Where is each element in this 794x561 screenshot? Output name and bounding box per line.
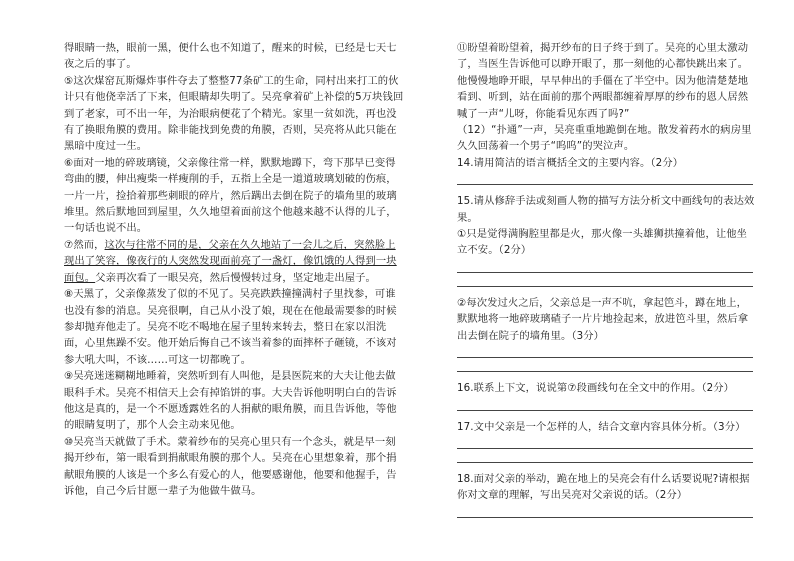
paragraph-4-tail: 得眼睛一热，眼前一黑，便什么也不知道了，醒来的时候，已经是七天七夜之后的事了。: [64, 42, 397, 71]
answer-line-16[interactable]: [457, 397, 753, 411]
paragraph-7-rest: 父亲再次看了一眼吴亮，然后慢慢转过身，坚定地走出屋子。: [95, 271, 376, 284]
paragraph-6: ⑥面对一地的碎玻璃镜，父亲像往常一样，默默地蹲下，弯下那早已变得弯曲的腰，伸出瘦柴一样瘦削的手，五指上全是一道道玻璃划破的伤痕，一片一片，捡拾着那些刺眼的碎片，然后蹒出去倒在院子的墙角里的玻璃堆里。然后默地回到屋里，久久地望着面前这个他越来越不认得的儿子，一句话也说不出。: [64, 156, 397, 235]
paragraph-12: （12）“扑通”一声，吴亮重重地跪倒在地。散发着药水的病房里久久回荡着一个男子“呜呜”的哭泣声。: [457, 124, 752, 153]
answer-line-17a[interactable]: [457, 435, 753, 449]
paragraph-7-lead: ⑦然而，: [64, 238, 105, 251]
question-14: 14.请用简洁的语言概括全文的主要内容。（2分）: [457, 156, 684, 169]
paragraph-8: ⑧天黑了，父亲像蒸发了似的不见了。吴亮跌跌撞撞满村子里找参，可谁也没有参的消息。吴亮很啊，自己从小没了娘，现在在他最需要参的时候参却抛弃他走了。吴亮不吃不喝地在屋子里转来转去，整日在家以泪洗面，心里焦躁不安。他开始后悔自己不该当着参的面摔杯子砸镜，不该对参大吼大叫，不该……可这一切都晚了。: [64, 288, 397, 366]
question-18: 18.面对父亲的举动，跪在地上的吴亮会有什么话要说呢?请根据你对文章的理解，写出吴亮对父亲说的话。（2分）: [457, 472, 750, 502]
right-column: [457, 40, 757, 518]
answer-line-15-1a[interactable]: [457, 259, 753, 273]
answer-line-18[interactable]: [457, 504, 753, 518]
question-15-part-2: ②每次发过火之后，父亲总是一声不吭，拿起笆斗，蹲在地上，默默地将一地碎玻璃碴子一片片地捡起来，放进笆斗里，然后拿出去倒在院子的墙角里。（3分）: [457, 296, 749, 342]
paragraph-5: ⑤这次煤窑瓦斯爆炸事件夺去了整整77条矿工的生命，同村出来打工的伙计只有他侥幸活了下来，但眼睛却失明了。吴亮拿着矿上补偿的5万块钱回到了老家，可不出一年，为治眼病便花了个精光。家里一贫如洗，再也没有了换眼角膜的费用。除非能找到免费的角膜，否则，吴亮将从此只能在黑暗中度过一生。: [64, 74, 404, 153]
answer-line-15-1b[interactable]: [457, 273, 753, 287]
paragraph-9: ⑨吴亮迷迷糊糊地睡着，突然听到有人叫他，是县医院来的大夫让他去做眼科手术。吴亮不相信天上会有掉馅饼的事。大夫告诉他明明白白的告诉他这是真的，是一个不愿透露姓名的人捐献的眼角膜，而且告诉他，等他的眼睛复明了，那个人会主动来见他。: [64, 370, 397, 432]
left-column: [64, 40, 406, 499]
answer-line-15-2b[interactable]: [457, 358, 753, 372]
answer-line-15-2a[interactable]: [457, 344, 753, 358]
question-16: 16.联系上下文，说说第⑦段画线句在全文中的作用。（2分）: [457, 382, 735, 395]
paragraph-7: [64, 237, 406, 286]
paragraph-10: ⑩吴亮当天就做了手术。蒙着纱布的吴亮心里只有一个念头，就是早一刻揭开纱布，第一眼看到捐献眼角膜的那个人。吴亮在心里想象着，那个捐献眼角膜的人该是一个多么有爱心的人，他要感谢他，他要和他握手，告诉他，自己今后甘愿一辈子为他做牛做马。: [64, 435, 397, 497]
question-15: 15.请从修辞手法或刻画人物的描写方法分析文中画线句的表达效果。: [457, 195, 755, 224]
answer-line-14[interactable]: [457, 171, 753, 185]
paragraph-7-underlined-sentence: 这次与往常不同的是，父亲在久久地站了一会儿之后，突然脸上现出了笑容，像夜行的人突然发现面前亮了一盏灯，像饥饿的人得到一块面包。: [64, 238, 397, 284]
question-15-part-1: ①只是觉得满胸腔里都是火，那火像一头雄狮拱撞着他，让他坐立不安。（2分）: [457, 228, 748, 257]
paragraph-11: ⑪盼望着盼望着，揭开纱布的日子终于到了。吴亮的心里太激动了，当医生告诉他可以睁开眼了，那一刻他的心都快跳出来了。他慢慢地睁开眼，早早伸出的手僵在了半空中。因为他清楚楚地看到、听到，站在面前的那个两眼都缠着厚厚的纱布的恩人居然喊了一声“儿呀，你能看见东西了吗?”: [457, 42, 749, 120]
question-17: 17.文中父亲是一个怎样的人，结合文章内容具体分析。（3分）: [457, 420, 746, 433]
answer-line-17b[interactable]: [457, 449, 753, 463]
